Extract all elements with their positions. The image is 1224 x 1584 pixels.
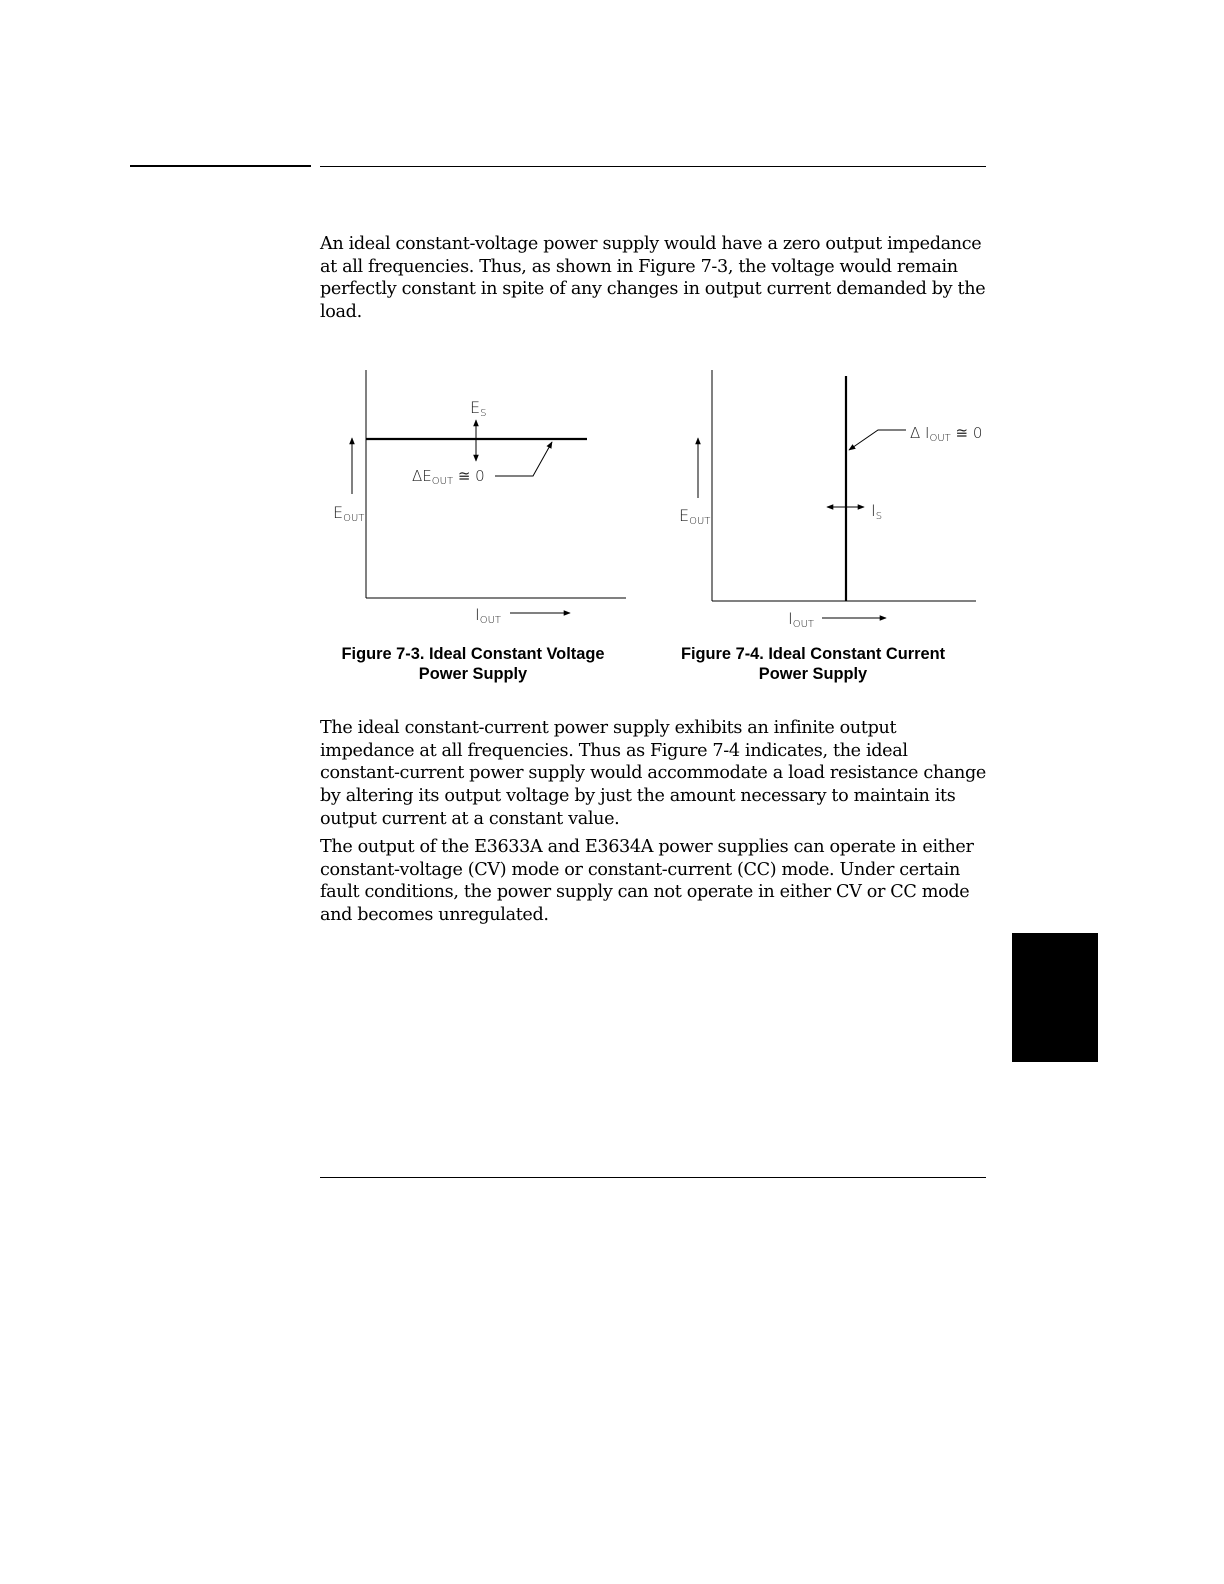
intro-paragraph: An ideal constant-voltage power supply would have a zero output impedance at all frequencies. Thus, as shown in Figure 7-3, the voltage would remain perfectly constant in spite of any changes in output current demanded by the load. — [320, 234, 986, 323]
cc-delta-iout-label: Δ $I_{OUT}$ ≅ 0 — [910, 424, 983, 444]
figure-7-4-caption-line1: Figure 7-4. Ideal Constant Current — [680, 645, 946, 663]
figure-7-3-caption — [300, 644, 646, 684]
figure-ideal-constant-voltage — [320, 360, 640, 650]
header-rule-left — [130, 165, 311, 167]
cv-iout-axis-label: $I_{OUT}$ — [475, 605, 502, 626]
figure-ideal-constant-current — [660, 360, 990, 650]
modes-paragraph: The output of the E3633A and E3634A power supplies can operate in either constant-voltage (CV) mode or constant-current (CC) mode. Under certain fault conditions, the power supply can not operate in either CV or CC mode and becomes unregulated. — [320, 837, 974, 926]
cc-delta-leader — [849, 430, 906, 450]
header-rule-right — [320, 166, 986, 167]
cc-is-label-text: $I_S$ — [871, 501, 883, 522]
cv-es-label: $E_S$ — [470, 398, 487, 419]
figure-7-4-caption — [640, 644, 986, 684]
cv-delta-leader — [495, 442, 552, 476]
cc-eout-axis-label: $E_{OUT}$ — [679, 506, 711, 527]
cv-eout-axis-label: $E_{OUT}$ — [333, 503, 365, 524]
figure-7-3-caption-line2: Power Supply — [418, 665, 528, 683]
figure-7-3-caption-line1: Figure 7-3. Ideal Constant Voltage — [341, 645, 605, 663]
cv-delta-eout-label: $\Delta E_{OUT}$ ≅ 0 — [412, 467, 485, 487]
cc-graph — [660, 360, 990, 650]
chapter-tab-marker — [1012, 933, 1098, 1062]
cc-description-paragraph: The ideal constant-current power supply exhibits an infinite output impedance at all frequencies. Thus as Figure 7-4 indicates, the ideal constant-current power supply would accommodate a load resistance change by altering its output voltage by just the amount necessary to maintain its output current at a constant value. — [320, 718, 986, 829]
cc-iout-axis-label: $I_{OUT}$ — [788, 609, 815, 630]
figure-7-4-caption-line2: Power Supply — [758, 665, 868, 683]
footer-rule — [320, 1177, 986, 1178]
